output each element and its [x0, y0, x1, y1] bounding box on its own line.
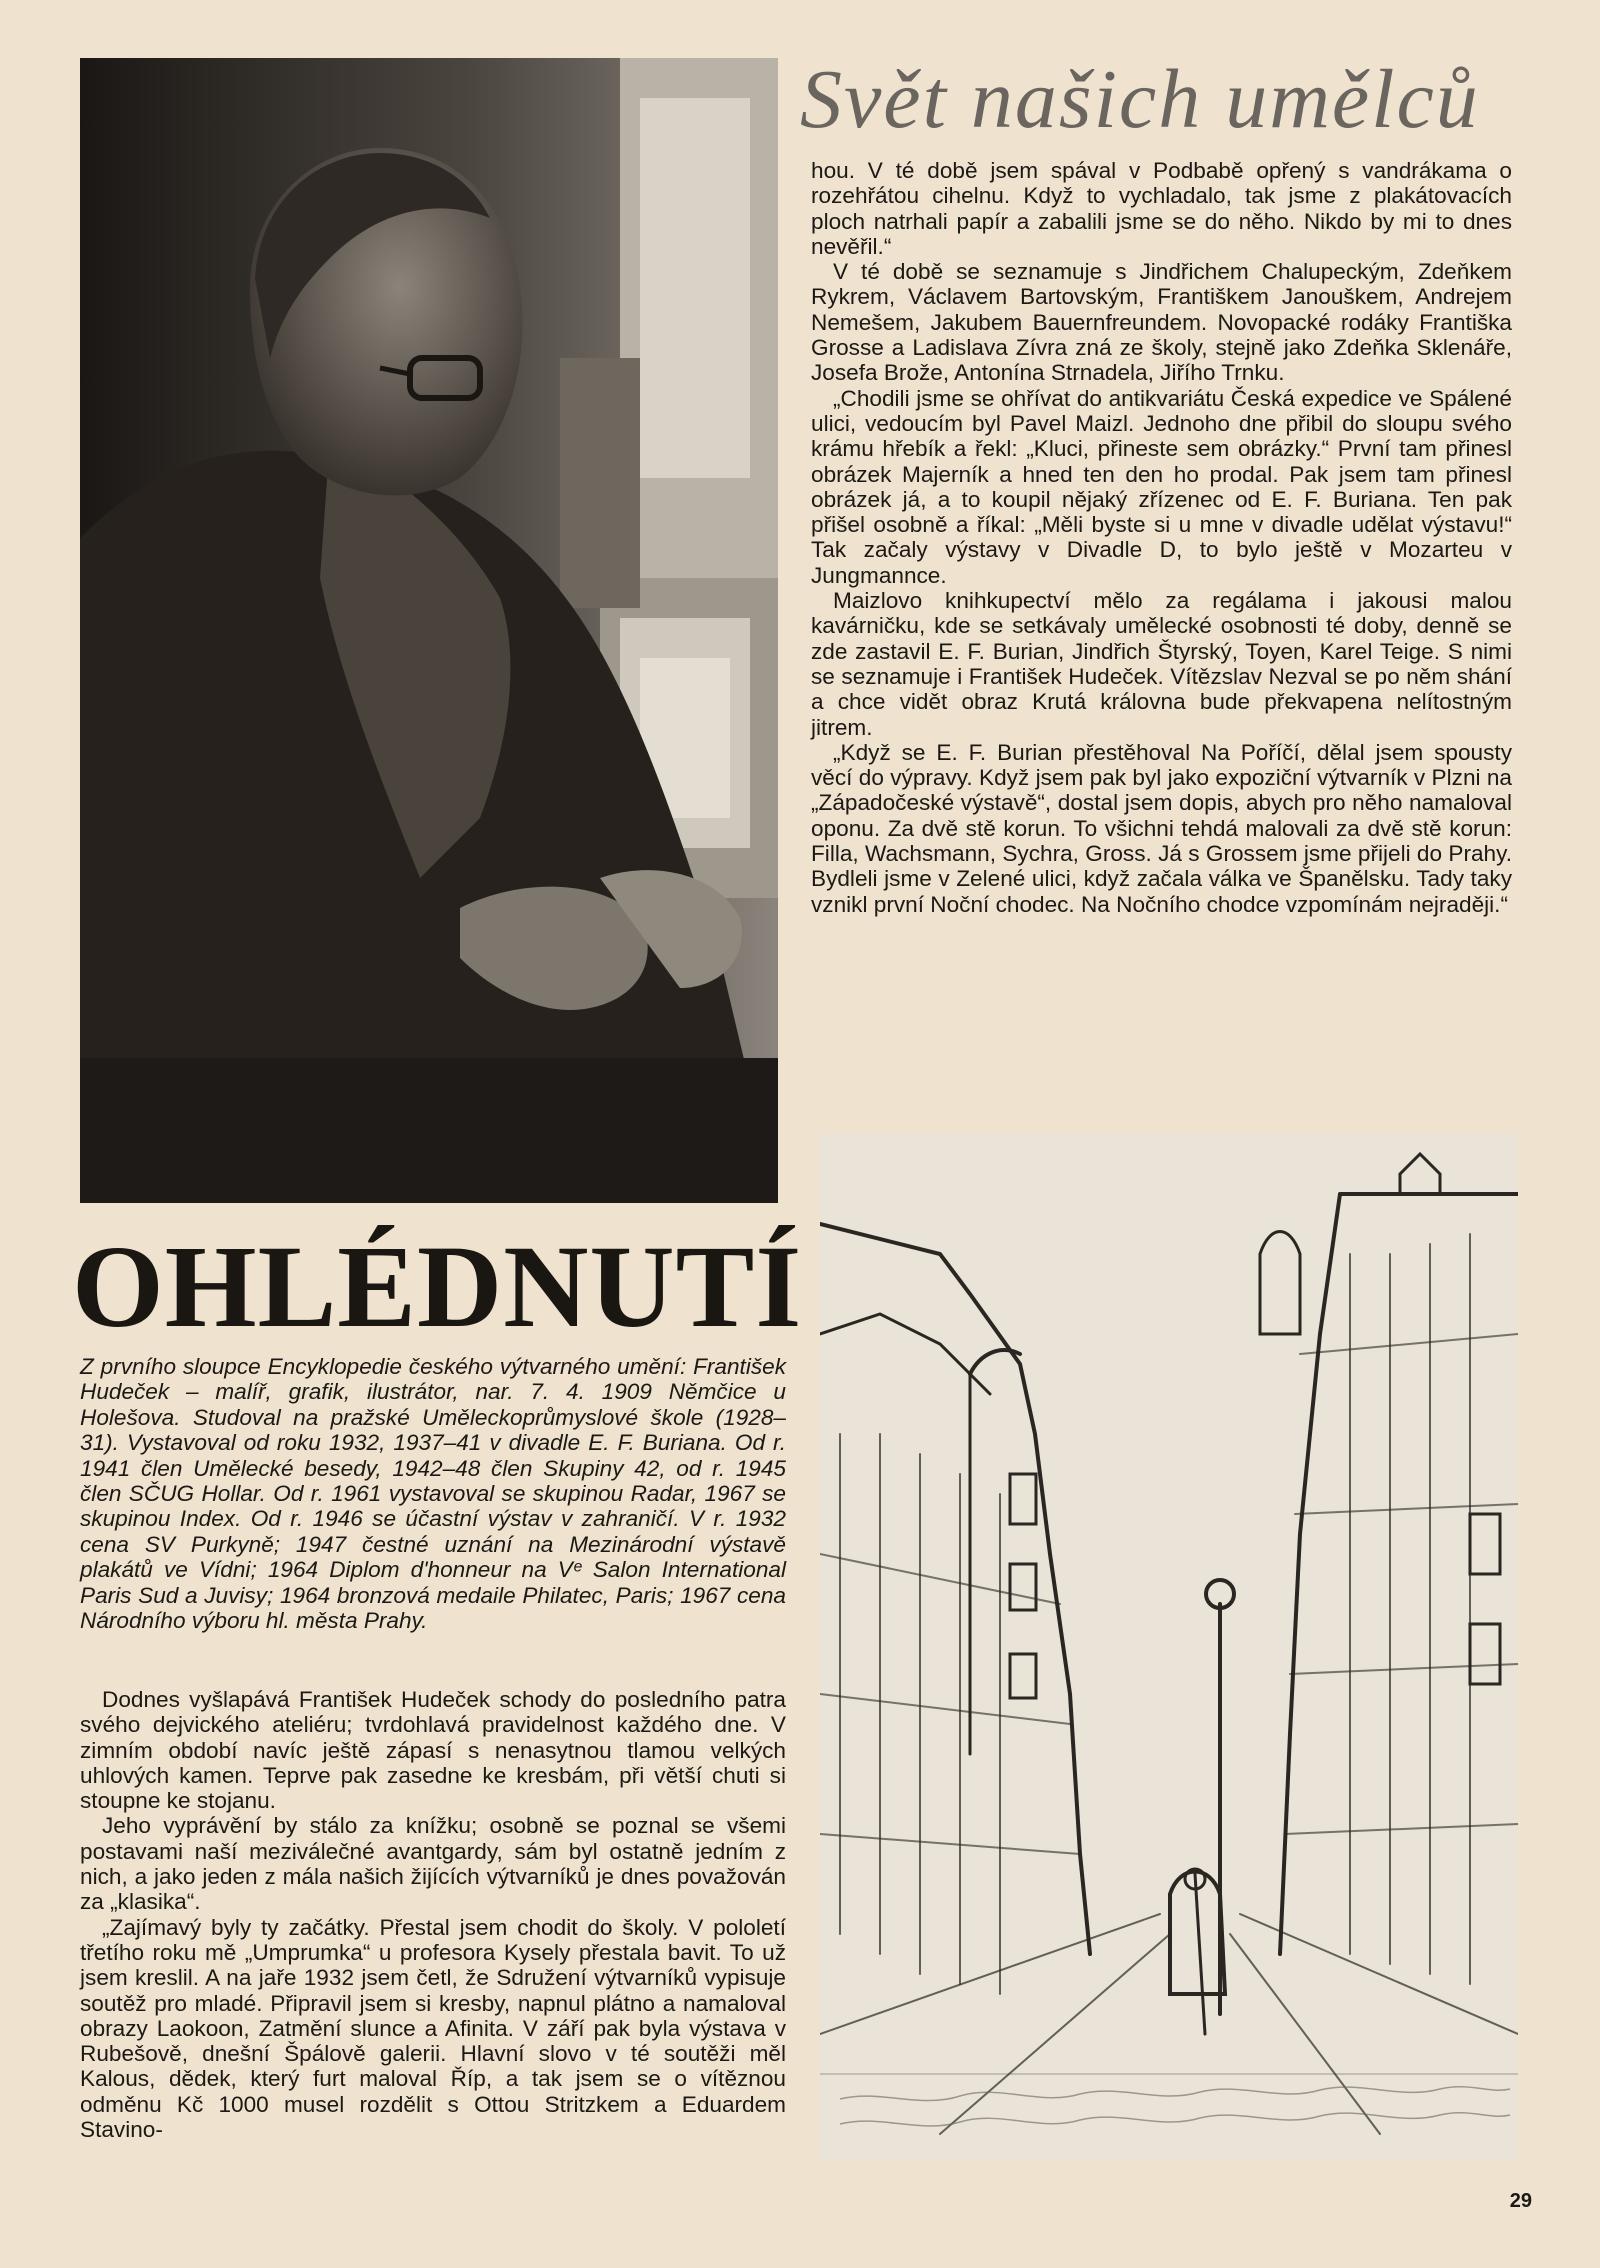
sketch-illustration [820, 1134, 1518, 2160]
paragraph: hou. V té době jsem spával v Podbabě opřený s vandrákama o rozehřátou cihelnu. Když to vychladalo, tak jsme z plakátovacích ploch natrhali papír a zabalili jsme se do něho. Nikdo by mi to dnes nevěřil.“ [811, 158, 1512, 259]
paragraph: Dodnes vyšlapává František Hudeček schody do posledního patra svého dejvického ateliéru; tvrdohlavá pravidelnost každého dne. V zimním období navíc ještě zápasí s nenasytnou tlamou velkých uhlových kamen. Teprve pak zasedne ke kresbám, při větší chuti si stoupne ke stojanu. [80, 1687, 786, 1814]
section-title: Svět našich umělců [800, 53, 1480, 146]
paragraph: „Zajímavý byly ty začátky. Přestal jsem chodit do školy. V pololetí třetího roku mě „Umprumka“ u profesora Kysely přestala bavit. To už jsem kreslil. A na jaře 1932 jsem četl, že Sdružení výtvarníků vypisuje soutěž pro mladé. Připravil jsem si kresby, napnul plátno a namaloval obrazy Laokoon, Zatmění slunce a Afinita. V září pak byla výstava v Rubešově, dnešní Špálově galerii. Hlavní slovo v té soutěži měl Kalous, dědek, který furt maloval Říp, a tak jsem se o vítěznou odměnu Kč 1000 musel rozdělit s Ottou Stritzkem a Eduardem Stavino- [80, 1914, 786, 2143]
paragraph: Maizlovo knihkupectví mělo za regálama i jakousi malou kavárničku, kde se setkávaly umělecké osobnosti té doby, denně se zde zastavil E. F. Burian, Jindřich Štyrský, Toyen, Karel Teige. S nimi se seznamuje i František Hudeček. Vítězslav Nezval se po něm shání a chce vidět obraz Krutá královna bude překvapena nelítostným jitrem. [811, 588, 1512, 740]
paragraph: V té době se seznamuje s Jindřichem Chalupeckým, Zdeňkem Rykrem, Václavem Bartovským, Františkem Janouškem, Andrejem Nemešem, Jakubem Bauernfreundem. Novopacké rodáky Františka Grosse a Ladislava Zívra zná ze školy, stejně jako Zdeňka Sklenáře, Josefa Brože, Antonína Strnadela, Jiřího Trnku. [811, 259, 1512, 386]
portrait-photo-illustration [80, 58, 778, 1203]
page-number: 29 [1509, 2190, 1532, 2212]
paragraph: Jeho vyprávění by stálo za knížku; osobně se poznal se všemi postavami naší meziválečné avantgardy, sám byl ostatně jedním z nich, a jako jeden z mála našich žijících výtvarníků je dnes považován za „klasika“. [80, 1813, 786, 1915]
left-column-text [80, 1687, 786, 2142]
paragraph: „Když se E. F. Burian přestěhoval Na Poříčí, dělal jsem spousty věcí do výpravy. Když jsem pak byl jako expoziční výtvarník v Plzni na „Západočeské výstavě“, dostal jsem dopis, abych pro něho namaloval oponu. Za dvě stě korun. To všichni tehdá malovali za dvě stě korun: Filla, Wachsmann, Sychra, Gross. Já s Grossem jsme přijeli do Prahy. Bydleli jsme v Zelené ulici, když začala válka ve Španělsku. Tady taky vznikl první Noční chodec. Na Nočního chodce vzpomínám nejraději.“ [811, 739, 1512, 917]
encyclopedia-intro: Z prvního sloupce Encyklopedie českého výtvarného umění: František Hudeček – malíř, grafik, ilustrátor, nar. 7. 4. 1909 Němčice u Holešova. Studoval na pražské Uměleckoprůmyslové škole (1928–31). Vystavoval od roku 1932, 1937–41 v divadle E. F. Buriana. Od r. 1941 člen Umělecké besedy, 1942–48 člen Skupiny 42, od r. 1945 člen SČUG Hollar. Od r. 1961 vystavoval se skupinou Radar, 1967 se skupinou Index. Od r. 1946 se účastní výstav v zahraničí. V r. 1932 cena SV Purkyně; 1947 čestné uznání na Mezinárodní výstavě plakátů ve Vídni; 1964 Diplom d'honneur na Vᵉ Salon International Paris Sud a Juvisy; 1964 bronzová medaile Philatec, Paris; 1967 cena Národního výboru hl. města Prahy. [80, 1354, 786, 1634]
paragraph: „Chodili jsme se ohřívat do antikvariátu Česká expedice ve Spálené ulici, vedoucím byl Pavel Maizl. Jednoho dne přibil do sloupu svého krámu hřebík a řekl: „Kluci, přineste sem obrázky.“ První tam přinesl obrázek Majerník a hned ten den ho prodal. Pak jsem tam přinesl obrázek já, a to koupil nějaký zřízenec od E. F. Buriana. Ten pak přišel osobně a říkal: „Měli byste si u mne v divadle udělat výstavu!“ Tak začaly výstavy v Divadle D, to bylo ještě v Mozarteu v Jungmannce. [811, 385, 1512, 588]
right-column-text [811, 158, 1512, 917]
portrait-photo [80, 58, 778, 1203]
night-walker-sketch [820, 1134, 1518, 2160]
article-headline: OHLÉDNUTÍ [72, 1221, 803, 1352]
